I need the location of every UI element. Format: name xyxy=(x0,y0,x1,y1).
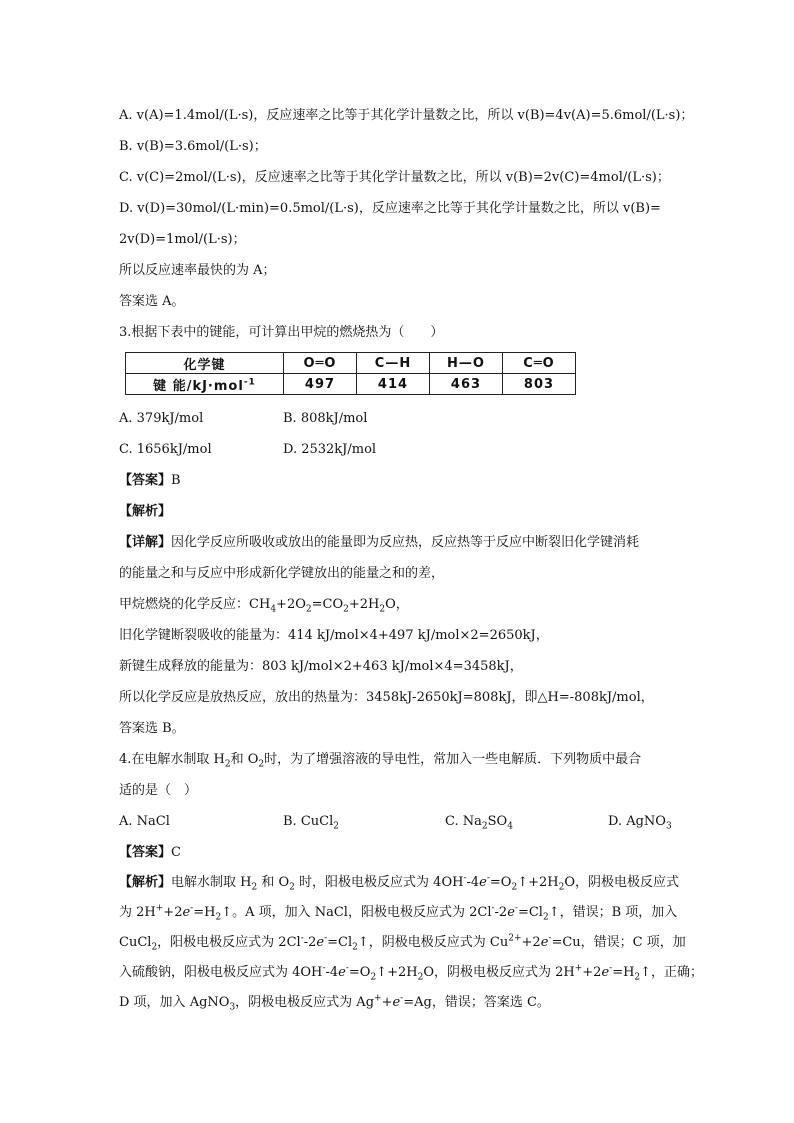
option-b: B. 808kJ/mol xyxy=(283,411,368,426)
reaction-equation: $CH_4+2O_2=CO_2+2H_2O$， xyxy=(249,597,409,615)
answer-line xyxy=(119,465,679,496)
table-cell: 463 xyxy=(430,374,503,395)
option-b: B. CuCl$_2$ xyxy=(283,814,339,832)
table-row xyxy=(126,353,576,374)
option-text: B. CuCl xyxy=(283,814,334,829)
text-line: 所以化学反应是放热反应，放出的热量为：3458kJ-2650kJ=808kJ，即△H=-808kJ/mol， xyxy=(119,690,654,705)
analysis-label: 【解析】 xyxy=(119,875,172,890)
reaction-line xyxy=(119,589,679,620)
table-cell: O═O xyxy=(284,353,357,374)
stem-part: 和 O xyxy=(230,752,259,767)
text-line: 2v(D)=1mol/(L·s)； xyxy=(119,232,246,247)
text-line: 适的是（ ） xyxy=(119,783,198,798)
table-header-cell xyxy=(126,374,284,395)
analysis-line: 【解析】电解水制取 $H_2$ 和 $O_2$ 时，阳极电极反应式为 $4OH^--4e^-=O_2↑+2H_2O$，阴极电极反应式 xyxy=(119,873,680,893)
detail-text: 因化学反应所吸收或放出的能量即为反应热，反应热等于反应中断裂旧化学键消耗 xyxy=(171,535,640,550)
table-cell: C—H xyxy=(357,353,430,374)
option-text: D. AgNO xyxy=(608,814,666,829)
question-4-stem: 4.在电解水制取 $H_2$和 $O_2$时，为了增强溶液的导电性，常加入一些电解质．下列物质中最合 xyxy=(119,752,642,770)
answer-label: 【答案】 xyxy=(119,473,172,488)
option-d: D. AgNO$_3$ xyxy=(608,814,672,832)
answer-value: C xyxy=(171,845,181,860)
text-line: 旧化学键断裂吸收的能量为：414 kJ/mol×4+497 kJ/mol×2=2650kJ， xyxy=(119,628,549,643)
text-line: 答案选 A。 xyxy=(119,294,185,309)
option-text: C. Na xyxy=(445,814,482,829)
detail-label: 【详解】 xyxy=(119,535,172,550)
options-row xyxy=(119,806,679,837)
option-text: SO xyxy=(487,814,508,829)
unit-exponent: -1 xyxy=(243,377,256,388)
stem-part: 时，为了增强溶液的导电性，常加入一些电解质．下列物质中最合 xyxy=(264,752,642,767)
unit-label: 键 能/kJ·mol xyxy=(153,378,244,394)
option-c: C. 1656kJ/mol xyxy=(119,442,212,457)
bond-energy-table xyxy=(125,352,576,395)
text-line: A. v(A)=1.4mol/(L·s)，反应速率之比等于其化学计量数之比，所以 v(B)=4v(A)=5.6mol/(L·s)； xyxy=(119,108,694,123)
question-3-stem: 3.根据下表中的键能，可计算出甲烷的燃烧热为（ ） xyxy=(119,325,444,340)
table-cell: H—O xyxy=(430,353,503,374)
analysis-line: D 项，加入 AgNO$_3$，阴极电极反应式为 Ag++e-=Ag，错误；答案选 C。 xyxy=(119,993,550,1013)
table-row xyxy=(126,374,576,395)
table-cell: C═O xyxy=(503,353,576,374)
answer-value: B xyxy=(171,473,181,488)
reaction-prefix: 甲烷燃烧的化学反应： xyxy=(119,597,250,612)
option-a: A. 379kJ/mol xyxy=(119,411,204,426)
text-line: B. v(B)=3.6mol/(L·s)； xyxy=(119,139,267,154)
options-row xyxy=(119,434,679,465)
text-line: C. v(C)=2mol/(L·s)，反应速率之比等于其化学计量数之比，所以 v(B)=2v(C)=4mol/(L·s)； xyxy=(119,170,670,185)
table-header-cell: 化学键 xyxy=(126,353,284,374)
table-cell: 497 xyxy=(284,374,357,395)
text-line: D. v(D)=30mol/(L·min)=0.5mol/(L·s)，反应速率之比等于其化学计量数之比，所以 v(B)= xyxy=(119,201,661,216)
option-a: A. NaCl xyxy=(119,814,170,829)
text-line: 所以反应速率最快的为 A； xyxy=(119,263,276,278)
table-cell: 414 xyxy=(357,374,430,395)
option-c: C. $Na_2SO_4$ xyxy=(445,814,513,832)
answer-line xyxy=(119,837,679,868)
text-line: 新键生成释放的能量为：803 kJ/mol×2+463 kJ/mol×4=3458kJ， xyxy=(119,659,523,674)
document-page xyxy=(119,100,704,1018)
analysis-line: CuCl$_2$，阳极电极反应式为 $2Cl^--2e^-=Cl_2↑$，阴极电极反应式为 $Cu^{2+}+2e^-=Cu$，错误；C 项，加 xyxy=(119,933,686,953)
stem-part: 4.在电解水制取 H xyxy=(119,752,225,767)
detail-line xyxy=(119,527,679,558)
analysis-line: 为 $2H^++2e^-=H_2↑$。A 项，加入 NaCl，阳极电极反应式为 $2Cl^--2e^-=Cl_2↑$，错误；B 项，加入 xyxy=(119,903,678,923)
text-line: 答案选 B。 xyxy=(119,721,185,736)
answer-label: 【答案】 xyxy=(119,845,172,860)
text-line: 的能量之和与反应中形成新化学键放出的能量之和的差， xyxy=(119,566,445,581)
options-row xyxy=(119,403,679,434)
table-cell: 803 xyxy=(503,374,576,395)
option-d: D. 2532kJ/mol xyxy=(283,442,377,457)
analysis-line: 入硫酸钠，阳极电极反应式为 $4OH^--4e^-=O_2↑+2H_2O$，阴极电极反应式为 $2H^++2e^-=H_2↑$，正确； xyxy=(119,963,704,983)
analysis-label: 【解析】 xyxy=(119,504,172,519)
